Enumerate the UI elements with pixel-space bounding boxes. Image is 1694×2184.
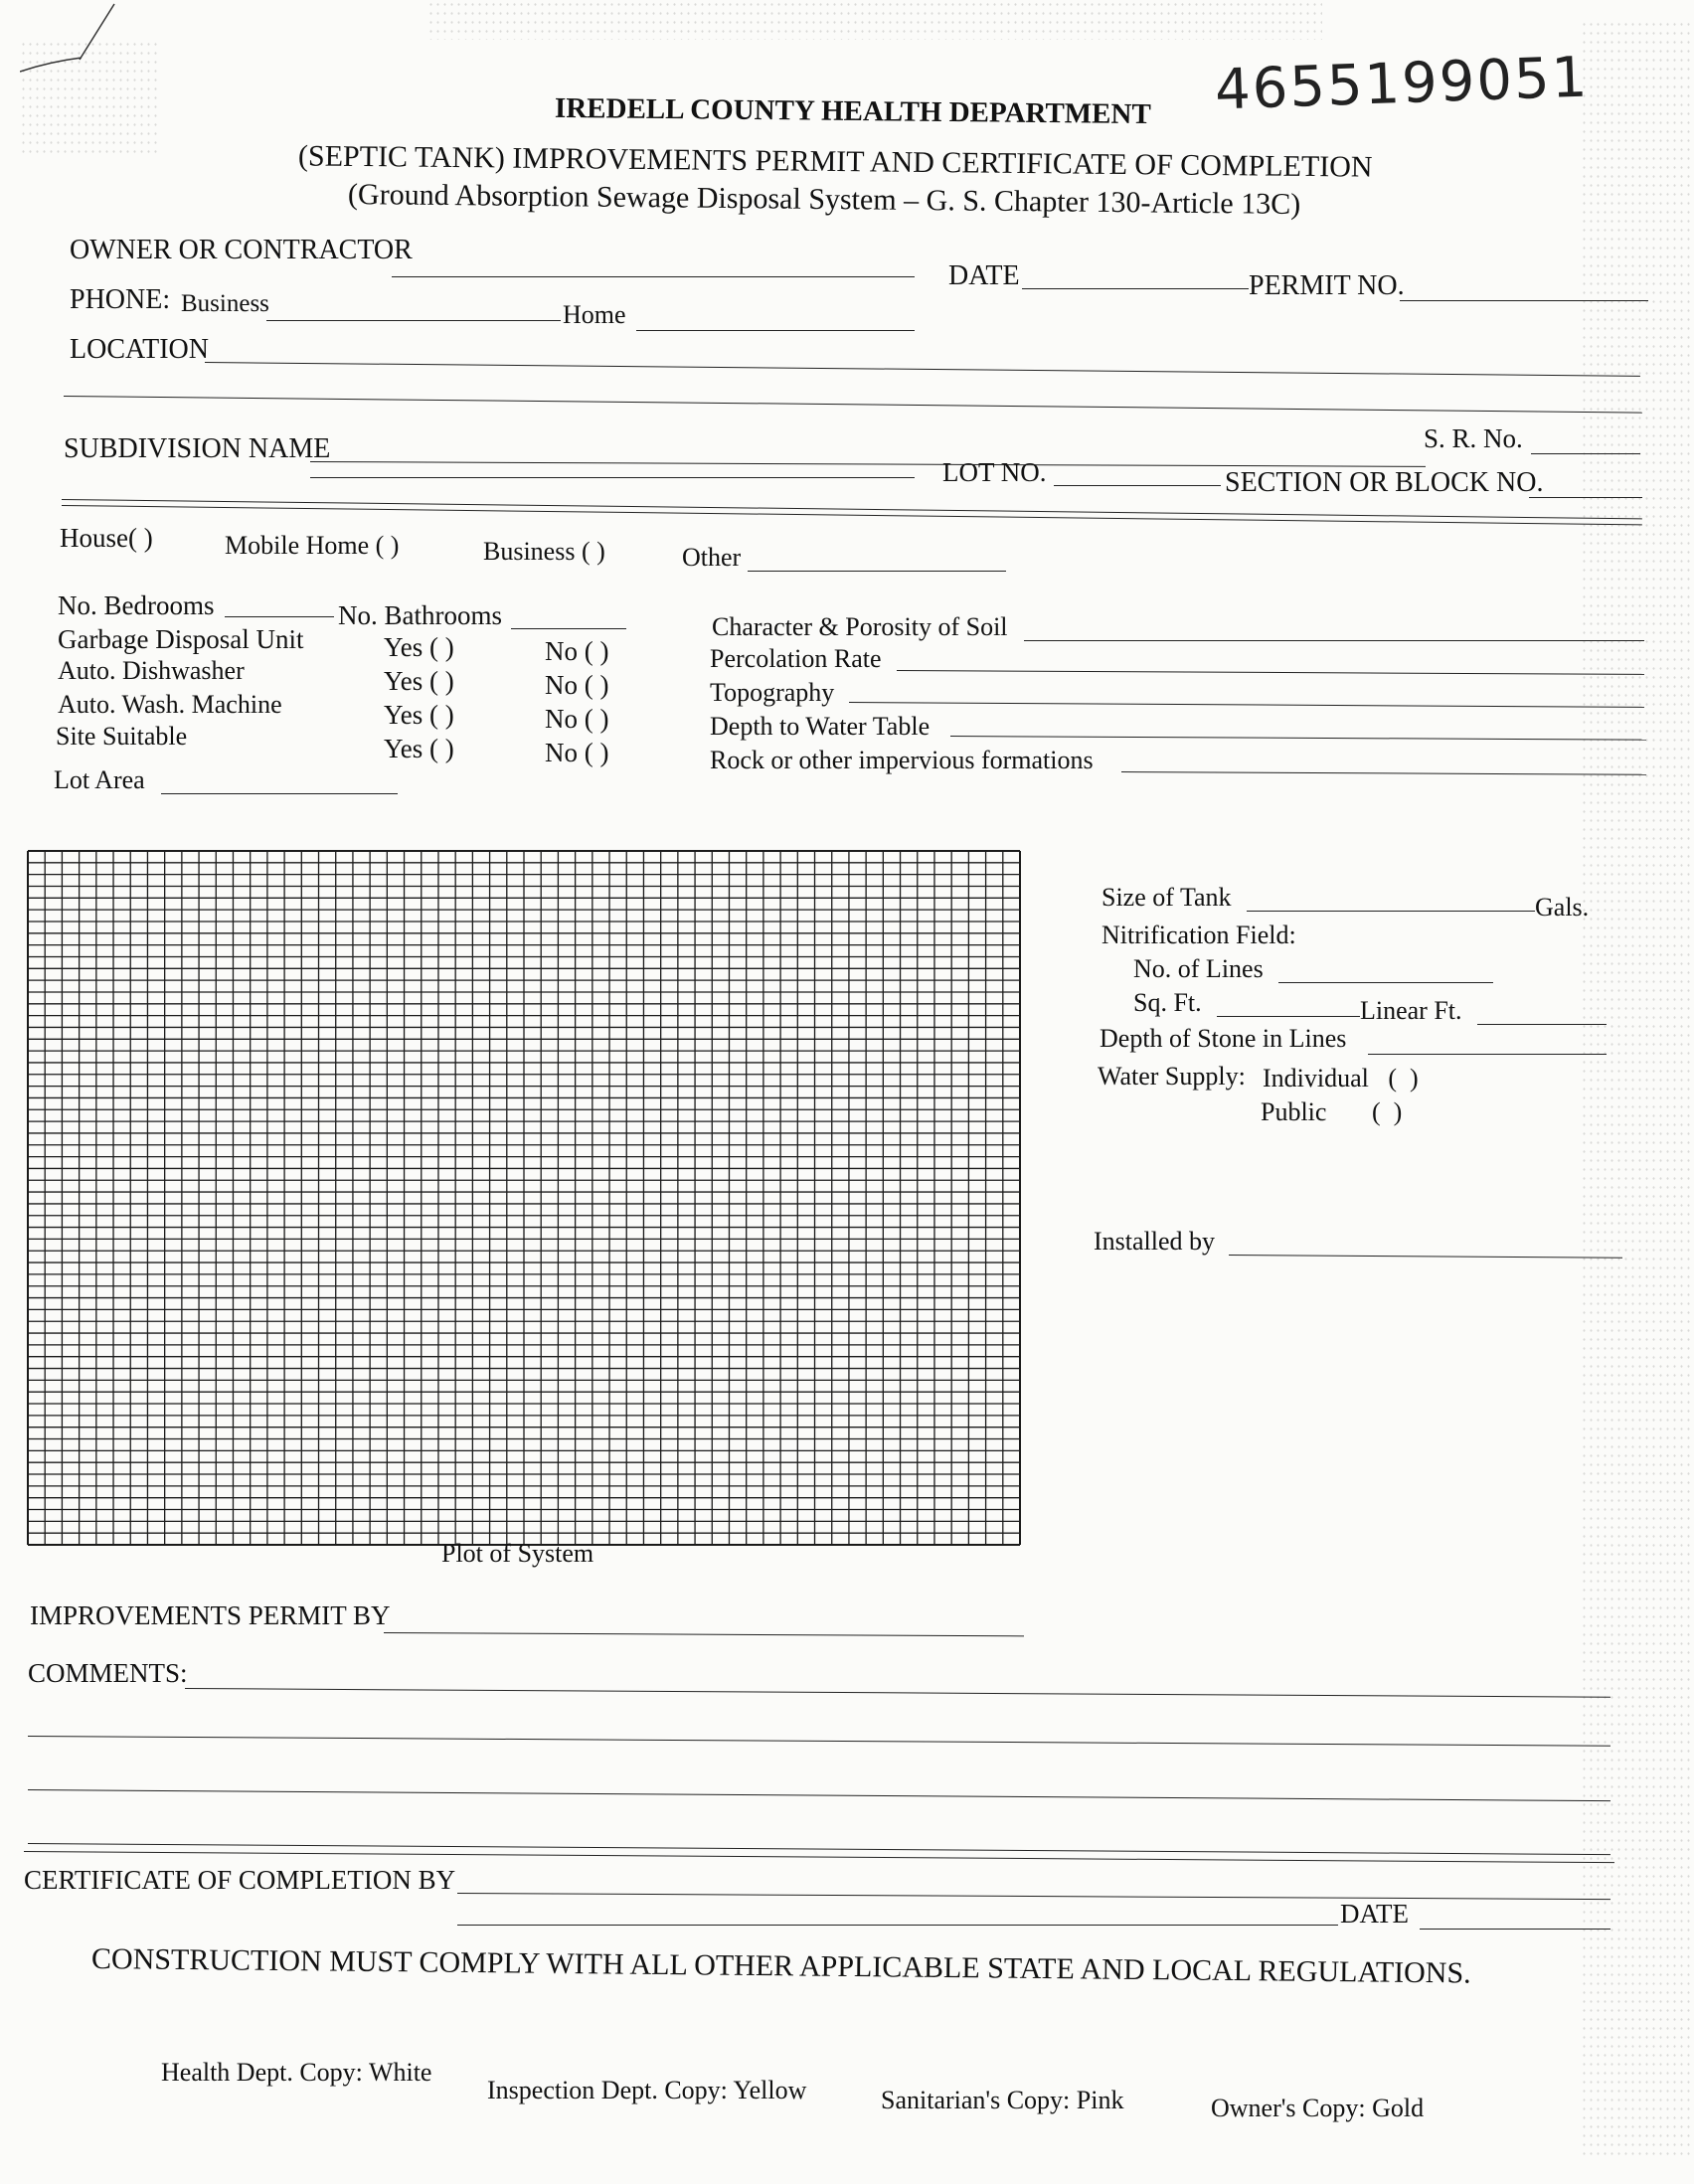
comments-field-line-2[interactable] <box>28 1736 1610 1747</box>
water-table-label: Depth to Water Table <box>710 712 931 741</box>
plot-caption: Plot of System <box>441 1539 594 1568</box>
location-field-line-2[interactable] <box>64 396 1642 414</box>
garbage-disposal-label: Garbage Disposal Unit <box>58 624 304 654</box>
other-field[interactable] <box>748 571 1006 572</box>
improvements-permit-by-label: IMPROVEMENTS PERMIT BY <box>30 1600 391 1630</box>
certificate-field-underline[interactable] <box>457 1925 1338 1926</box>
lot-area-field[interactable] <box>161 793 398 794</box>
bedrooms-label: No. Bedrooms <box>58 590 215 620</box>
scan-noise-right <box>1581 20 1690 2157</box>
form-subtitle: (Ground Absorption Sewage Disposal System – G. S. Chapter 130-Article 13C) <box>347 177 1301 222</box>
house-checkbox[interactable]: House( ) <box>60 523 153 553</box>
sr-no-label: S. R. No. <box>1424 423 1523 453</box>
copy-inspection-dept: Inspection Dept. Copy: Yellow <box>487 2076 807 2104</box>
sq-ft-label: Sq. Ft. <box>1133 988 1202 1017</box>
no-of-lines-field[interactable] <box>1278 982 1493 983</box>
percolation-rate-field[interactable] <box>897 670 1644 675</box>
plot-of-system-grid[interactable] <box>24 847 1024 1549</box>
percolation-rate-label: Percolation Rate <box>710 644 882 673</box>
subdivision-underline-left[interactable] <box>310 477 915 478</box>
topography-field[interactable] <box>849 702 1644 708</box>
nitrification-label: Nitrification Field: <box>1101 921 1296 949</box>
bathrooms-label: No. Bathrooms <box>338 600 502 630</box>
home-phone-field[interactable] <box>636 330 915 331</box>
certificate-date-label: DATE <box>1340 1899 1409 1929</box>
location-label: LOCATION <box>70 334 209 365</box>
copy-sanitarian: Sanitarian's Copy: Pink <box>881 2086 1124 2114</box>
site-suitable-yes[interactable]: Yes ( ) <box>384 734 454 763</box>
owner-field[interactable] <box>392 276 915 277</box>
water-supply-label: Water Supply: <box>1098 1062 1246 1091</box>
owner-label: OWNER OR CONTRACTOR <box>70 235 413 265</box>
corner-pen-mark <box>20 0 129 80</box>
phone-label: PHONE: <box>70 284 171 315</box>
comments-label: COMMENTS: <box>28 1658 188 1688</box>
wash-machine-no[interactable]: No ( ) <box>545 704 609 734</box>
other-label: Other <box>682 543 742 572</box>
installed-by-field[interactable] <box>1229 1255 1622 1259</box>
subdivision-label: SUBDIVISION NAME <box>64 433 331 464</box>
scan-noise-top <box>427 0 1322 40</box>
dishwasher-label: Auto. Dishwasher <box>58 656 245 685</box>
site-suitable-label: Site Suitable <box>56 722 188 751</box>
tank-size-label: Size of Tank <box>1101 883 1232 912</box>
linear-ft-label: Linear Ft. <box>1360 996 1462 1025</box>
sq-ft-field[interactable] <box>1217 1016 1360 1017</box>
business-phone-field[interactable] <box>266 320 561 321</box>
section-block-field[interactable] <box>1529 497 1642 498</box>
certificate-by-field[interactable] <box>457 1893 1610 1900</box>
water-supply-individual[interactable]: Individual ( ) <box>1263 1064 1419 1092</box>
copy-owner: Owner's Copy: Gold <box>1211 2094 1425 2122</box>
home-phone-label: Home <box>563 300 626 329</box>
sr-no-field[interactable] <box>1531 453 1640 454</box>
no-of-lines-label: No. of Lines <box>1133 954 1264 983</box>
date-label: DATE <box>948 260 1020 291</box>
garbage-disposal-no[interactable]: No ( ) <box>545 636 609 666</box>
water-table-field[interactable] <box>950 736 1646 741</box>
wash-machine-label: Auto. Wash. Machine <box>58 690 282 719</box>
garbage-disposal-yes[interactable]: Yes ( ) <box>384 632 454 662</box>
comments-field-line-1[interactable] <box>185 1688 1610 1698</box>
dishwasher-no[interactable]: No ( ) <box>545 670 609 700</box>
wash-machine-yes[interactable]: Yes ( ) <box>384 700 454 730</box>
lot-no-field[interactable] <box>1054 485 1221 486</box>
bathrooms-field[interactable] <box>511 628 626 629</box>
linear-ft-field[interactable] <box>1477 1024 1607 1025</box>
improvements-permit-by-field[interactable] <box>384 1632 1024 1636</box>
section-block-label: SECTION OR BLOCK NO. <box>1225 467 1544 498</box>
soil-character-label: Character & Porosity of Soil <box>712 612 1008 641</box>
lot-no-label: LOT NO. <box>942 457 1047 487</box>
certificate-by-label: CERTIFICATE OF COMPLETION BY <box>24 1865 456 1895</box>
compliance-notice: CONSTRUCTION MUST COMPLY WITH ALL OTHER APPLICABLE STATE AND LOCAL REGULATIONS. <box>90 1942 1471 1990</box>
rock-formations-label: Rock or other impervious formations <box>710 746 1094 774</box>
site-suitable-no[interactable]: No ( ) <box>545 738 609 767</box>
depth-of-stone-label: Depth of Stone in Lines <box>1100 1024 1347 1053</box>
permit-no-label: PERMIT NO. <box>1249 270 1405 301</box>
form-title: (SEPTIC TANK) IMPROVEMENTS PERMIT AND CERTIFICATE OF COMPLETION <box>297 139 1373 184</box>
permit-no-field[interactable] <box>1400 300 1648 301</box>
depth-of-stone-field[interactable] <box>1368 1054 1607 1055</box>
water-supply-public[interactable]: Public ( ) <box>1261 1097 1403 1126</box>
business-checkbox[interactable]: Business ( ) <box>483 537 605 566</box>
handwritten-number: 4655199051 <box>1213 45 1591 123</box>
gals-label: Gals. <box>1535 893 1590 922</box>
copy-health-dept: Health Dept. Copy: White <box>161 2058 432 2087</box>
rock-formations-field[interactable] <box>1121 771 1646 775</box>
location-field[interactable] <box>205 362 1640 377</box>
subdivision-field[interactable] <box>310 461 1426 467</box>
comments-field-line-3[interactable] <box>28 1789 1610 1801</box>
section-divider-1 <box>62 499 1642 519</box>
business-phone-label: Business <box>181 290 269 317</box>
topography-label: Topography <box>710 678 835 707</box>
certificate-date-field[interactable] <box>1420 1929 1610 1930</box>
department-name: IREDELL COUNTY HEALTH DEPARTMENT <box>554 91 1151 131</box>
installed-by-label: Installed by <box>1094 1227 1216 1256</box>
tank-size-field[interactable] <box>1247 911 1535 912</box>
mobile-home-checkbox[interactable]: Mobile Home ( ) <box>225 531 400 560</box>
date-field[interactable] <box>1022 288 1249 289</box>
bedrooms-field[interactable] <box>225 616 334 617</box>
soil-character-field[interactable] <box>1024 640 1644 641</box>
lot-area-label: Lot Area <box>54 765 145 794</box>
dishwasher-yes[interactable]: Yes ( ) <box>384 666 454 696</box>
